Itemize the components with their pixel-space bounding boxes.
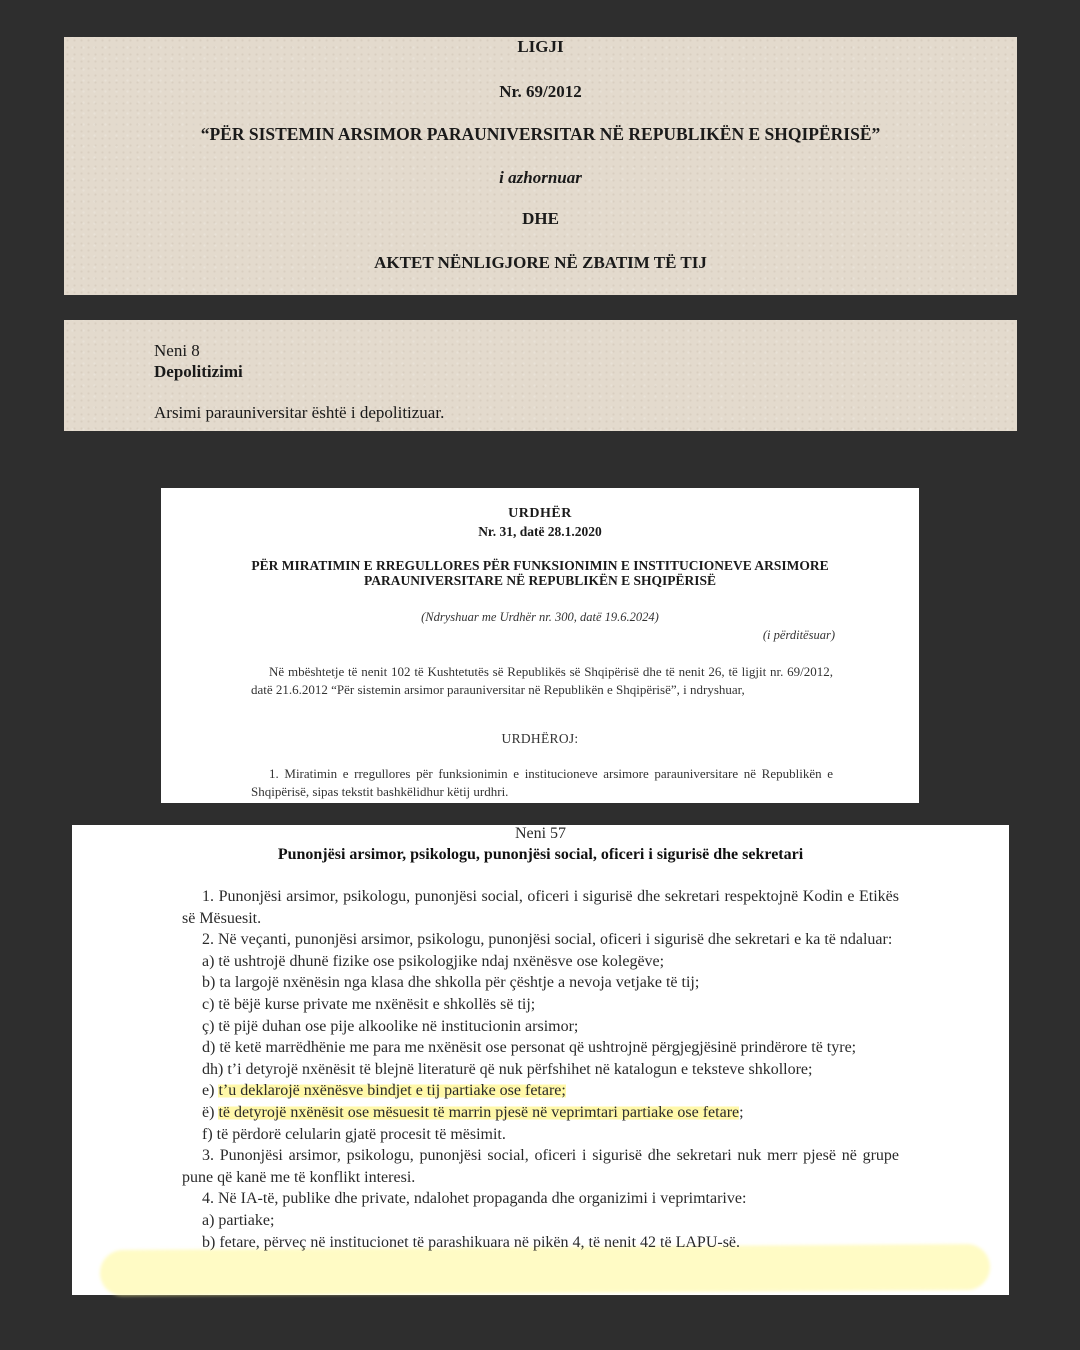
- paragraph-2: 2. Në veçanti, punonjësi arsimor, psikologu, punonjësi social, oficeri i sigurisë dhe sekretari e ka të ndaluar:: [202, 931, 893, 949]
- article-8-number: Neni 8: [154, 341, 200, 360]
- article-57-number: Neni 57: [514, 825, 567, 842]
- order-number: Nr. 31, datë 28.1.2020: [478, 524, 602, 539]
- article-8-text: Arsimi parauniversitar është i depolitizuar.: [154, 403, 445, 422]
- order-directive: URDHËROJ:: [501, 731, 579, 746]
- article-57-body: [182, 886, 899, 1253]
- order-updated-note: (i përditësuar): [762, 628, 835, 642]
- law-and: DHE: [522, 209, 559, 228]
- point-f: f) të përdorë celularin gjatë procesit të mësimit.: [202, 1125, 506, 1143]
- paragraph-3: 3. Punonjësi arsimor, psikologu, punonjësi social, oficeri i sigurisë dhe sekretari nuk merr pjesë në grupe pune që kanë me të konflikt interesi.: [182, 1147, 899, 1186]
- point-c: c) të bëjë kurse private me nxënësit e shkollës së tij;: [202, 995, 536, 1013]
- order-title: URDHËR: [508, 506, 572, 521]
- paragraph-1: 1. Punonjësi arsimor, psikologu, punonjësi social, oficeri i sigurisë dhe sekretari respektojnë Kodin e Etikës së Mësuesit.: [182, 888, 899, 927]
- point-c-cedilla: ç) të pijë duhan ose pije alkoolike në institucionin arsimor;: [202, 1017, 579, 1035]
- point-b: b) ta largojë nxënësin nga klasa dhe shkolla për çështje a nevoja vetjake të tij;: [202, 974, 700, 992]
- law-updated-note: i azhornuar: [499, 168, 582, 187]
- point-dh: dh) t’i detyrojë nxënësit të blejnë literaturë që nuk përfshihet në katalogun e teksteve shkollore;: [202, 1060, 813, 1078]
- article-8-panel: [64, 320, 1017, 431]
- point-4b: b) fetare, përveç në institucionet të parashikuara në pikën 4, të nenit 42 të LAPU-së.: [202, 1233, 741, 1251]
- order-subject: PËR MIRATIMIN E RREGULLORES PËR FUNKSIONIMIN E INSTITUCIONEVE ARSIMORE PARAUNIVERSITARE NË REPUBLIKËN E SHQIPËRISË: [251, 558, 829, 588]
- point-e-diaeresis-highlighted-text: të detyrojë nxënësit ose mësuesit të marrin pjesë në veprimtari partiake ose fetare: [218, 1103, 740, 1121]
- order-amended-note: (Ndryshuar me Urdhër nr. 300, datë 19.6.2024): [421, 610, 659, 624]
- order-panel: [161, 488, 919, 803]
- point-d: d) të ketë marrëdhënie me para me nxënësit ose personat që ushtrojnë përgjegjësinë prindërore të tyre;: [202, 1039, 857, 1057]
- order-item-1: 1. Miratimin e rregullores për funksionimin e institucioneve arsimore parauniversitare në Republikën e Shqipërisë, sipas tekstit bashkëlidhur këtij urdhri.: [251, 766, 833, 799]
- point-e-diaeresis-suffix: ;: [739, 1103, 744, 1121]
- article-8-title: Depolitizimi: [154, 362, 243, 381]
- order-basis-paragraph: Në mbështetje të nenit 102 të Kushtetutës së Republikës së Shqipërisë dhe të nenit 26, të ligjit nr. 69/2012, datë 21.6.2012 “Për sistemin arsimor parauniversitar në Republikën e Shqipërisë”, i ndryshuar,: [251, 664, 833, 697]
- point-e-diaeresis-prefix: ë): [202, 1103, 219, 1121]
- law-name: “PËR SISTEMIN ARSIMOR PARAUNIVERSITAR NË REPUBLIKËN E SHQIPËRISË”: [200, 124, 881, 144]
- point-e-prefix: e): [202, 1082, 219, 1100]
- paragraph-4: 4. Në IA-të, publike dhe private, ndalohet propaganda dhe organizimi i veprimtarive:: [202, 1190, 747, 1208]
- point-4a: a) partiake;: [202, 1211, 275, 1229]
- law-number: Nr. 69/2012: [499, 82, 582, 101]
- point-e-highlighted-text: t’u deklarojë nxënësve bindjet e tij partiake ose fetare;: [218, 1082, 566, 1100]
- article-57-panel: [72, 825, 1009, 1295]
- law-title-panel: [64, 37, 1017, 295]
- law-acts: AKTET NËNLIGJORE NË ZBATIM TË TIJ: [374, 253, 707, 272]
- law-heading: LIGJI: [517, 37, 564, 56]
- article-57-title: Punonjësi arsimor, psikologu, punonjësi social, oficeri i sigurisë dhe sekretari: [277, 846, 804, 863]
- point-e: [182, 1080, 899, 1102]
- point-a: a) të ushtrojë dhunë fizike ose psikologjike ndaj nxënësve ose kolegëve;: [202, 952, 665, 970]
- point-e-diaeresis: [182, 1102, 899, 1124]
